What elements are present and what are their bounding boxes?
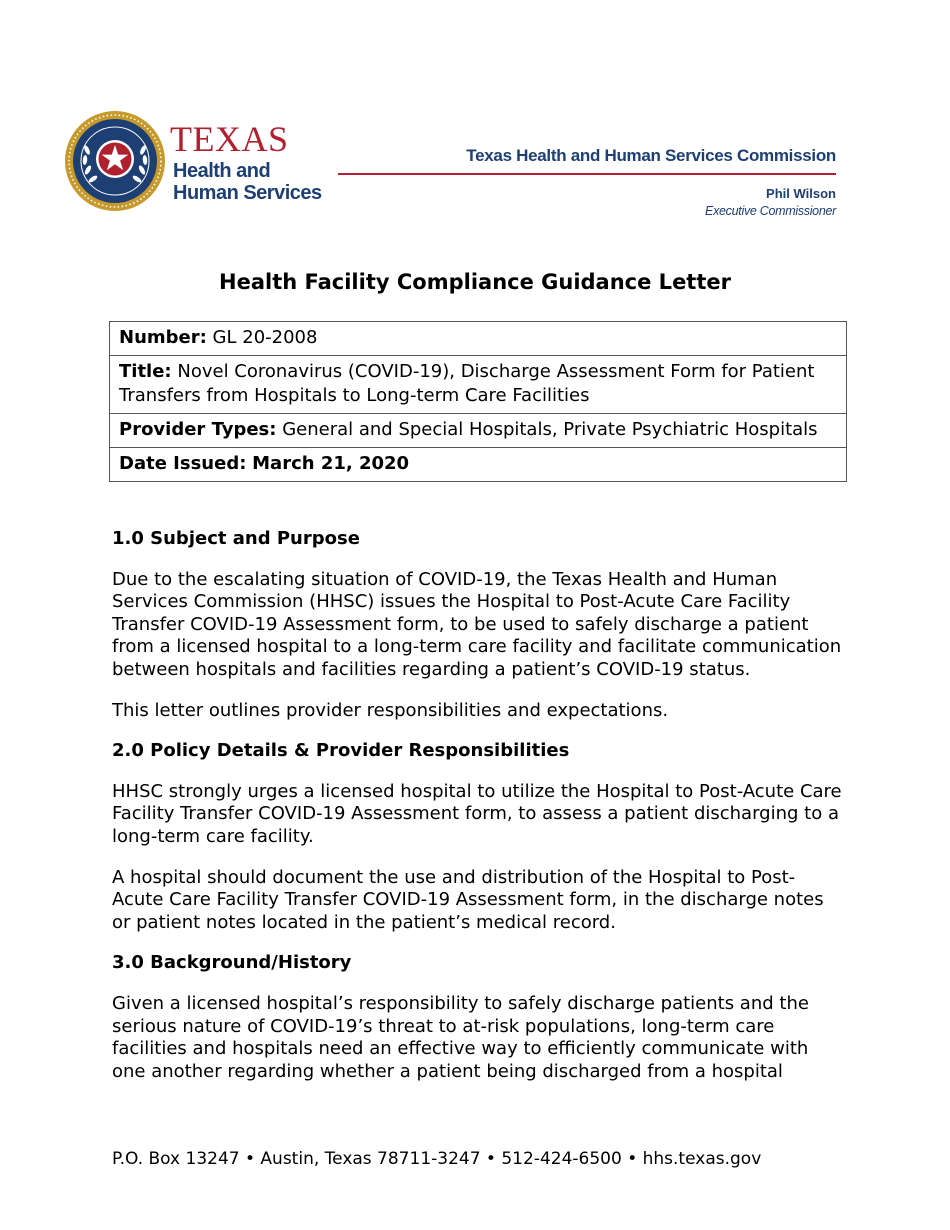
texas-hhs-seal-icon [64,110,166,212]
section-1-paragraph-1: Due to the escalating situation of COVID-19, the Texas Health and Human Services Commission (HHSC) issues the Hospital to Post-Acute Care Facility Transfer COVID-19 Assessment form, to be used to safely discharge a patient from a licensed hospital to a long-term care facility and facilitate communication between hospitals and facilities regarding a patient’s COVID-19 status. [112,568,842,680]
footer-contact: P.O. Box 13247 • Austin, Texas 78711-3247 • 512-424-6500 • hhs.texas.gov [112,1149,762,1169]
info-row-title [110,356,847,414]
provider-types-value: General and Special Hospitals, Private Psychiatric Hospitals [282,419,818,440]
provider-types-label: Provider Types: [119,419,277,440]
title-label: Title: [119,361,172,382]
info-row-number [110,322,847,356]
section-2-paragraph-1: HHSC strongly urges a licensed hospital to utilize the Hospital to Post-Acute Care Facility Transfer COVID-19 Assessment form, to assess a patient discharging to a long-term care facility. [112,780,842,847]
date-issued-value: March 21, 2020 [252,453,410,474]
section-3-paragraph-1: Given a licensed hospital’s responsibility to safely discharge patients and the serious nature of COVID-19’s threat to at-risk populations, long-term care facilities and hospitals need an effective way to efficiently communicate with one another regarding whether a patient being discharged from a hospital [112,992,809,1082]
letter-body [112,528,844,1101]
section-1-heading: 1.0 Subject and Purpose [112,528,360,549]
section-2-paragraph-2: A hospital should document the use and distribution of the Hospital to Post-Acute Care Facility Transfer COVID-19 Assessment form, in the discharge notes or patient notes located in the patient’s medical record. [112,866,824,933]
info-row-provider-types [110,414,847,448]
agency-name: Texas Health and Human Services Commission [466,146,836,165]
logo-wordmark-hhs: Health and Human Services [173,160,322,204]
header-divider [338,173,836,175]
number-value: GL 20-2008 [212,327,318,348]
number-label: Number: [119,327,207,348]
section-1-paragraph-2: This letter outlines provider responsibilities and expectations. [112,699,669,721]
letter-info-table [109,321,847,482]
commissioner-name: Phil Wilson [766,186,836,201]
logo-wordmark-texas: TEXAS [170,119,289,159]
title-value: Novel Coronavirus (COVID-19), Discharge Assessment Form for Patient Transfers from Hospitals to Long-term Care Facilities [119,361,815,406]
commissioner-title: Executive Commissioner [705,204,836,218]
date-issued-label: Date Issued: [119,453,247,474]
page-title: Health Facility Compliance Guidance Letter [219,270,731,294]
section-3-heading: 3.0 Background/History [112,952,352,974]
info-row-date-issued [110,448,847,482]
section-2-heading: 2.0 Policy Details & Provider Responsibilities [112,740,570,762]
